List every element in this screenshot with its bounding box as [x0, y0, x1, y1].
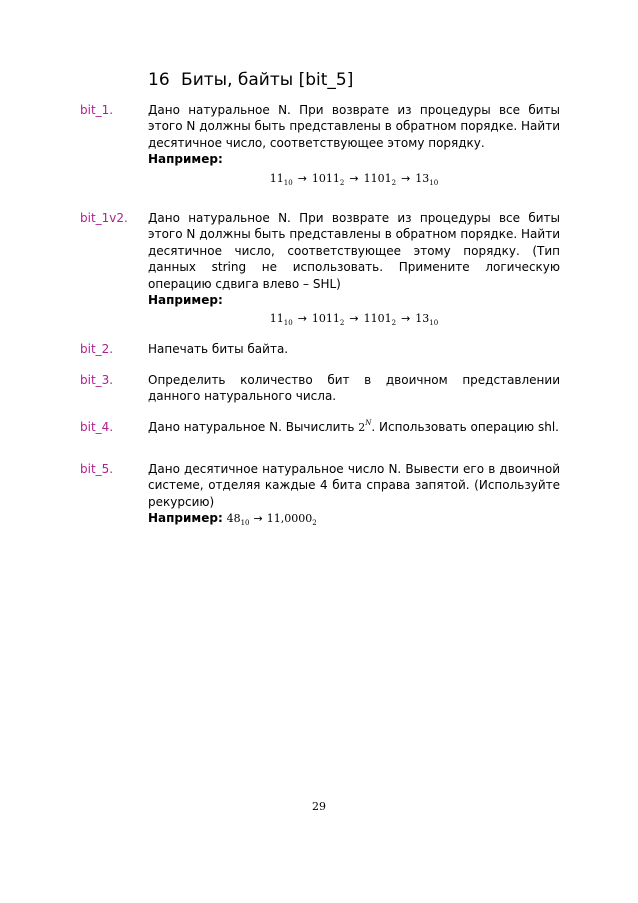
- exercise-label: bit_4.: [80, 420, 114, 434]
- example-formula: $48_{10} \to 11,0000_2$: [226, 512, 317, 528]
- exercise-body: [148, 372, 560, 405]
- exercise-text: Дано десятичное натуральное число N. Вывести его в двоичной системе, отделяя каждые 4 бита справа запятой. (Используйте рекурсию): [148, 462, 560, 509]
- exercise-text: Напечать биты байта.: [148, 342, 289, 356]
- example-formula: [148, 310, 560, 328]
- arrow-icon: →: [349, 312, 359, 326]
- arrow-icon: →: [297, 171, 307, 185]
- formula-term: $1101_2$: [363, 171, 397, 187]
- exercise-text: Дано натуральное N. Вычислить $2^N$. Использовать операцию shl.: [148, 419, 559, 434]
- exercise-body: [148, 102, 560, 188]
- formula-term: $13_{10}$: [415, 171, 439, 187]
- exercise-label: bit_1v2.: [80, 211, 128, 225]
- arrow-icon: →: [253, 512, 263, 526]
- arrow-icon: →: [401, 171, 411, 185]
- example-label: Например:: [148, 293, 223, 308]
- arrow-icon: →: [349, 171, 359, 185]
- page-number: 29: [312, 800, 326, 813]
- example-line: [148, 510, 560, 527]
- exercise-text: Определить количество бит в двоичном представлении данного натурального числа.: [148, 373, 560, 404]
- section-heading: [148, 70, 353, 90]
- exercise-label: bit_5.: [80, 462, 114, 476]
- exercise-body: [148, 419, 560, 436]
- exercise-text: Дано натуральное N. При возврате из процедуры все биты этого N должны быть представлены в обратном порядке. Найти десятичное число, соответствующее этому порядку.: [148, 103, 560, 150]
- section-number: 16: [148, 70, 170, 90]
- formula-term: $11_{10}$: [269, 312, 293, 328]
- exercise-text: Дано натуральное N. При возврате из процедуры все биты этого N должны быть представлены в обратном порядке. Найти десятичное число, соответствующее этому порядку. (Тип данных string не использовать. Примените логическую операцию сдвига влево – SHL): [148, 211, 560, 291]
- example-label: Например:: [148, 152, 223, 167]
- formula-term: $11_{10}$: [269, 171, 293, 187]
- formula-term: $1011_2$: [311, 312, 345, 328]
- example-label: Например:: [148, 511, 223, 526]
- formula-term: $1101_2$: [363, 312, 397, 328]
- section-title-text: Биты, байты [bit_5]: [181, 70, 354, 90]
- formula-term: $1011_2$: [311, 171, 345, 187]
- exercise-body: [148, 210, 560, 328]
- arrow-icon: →: [401, 312, 411, 326]
- exercise-body: [148, 461, 560, 528]
- arrow-icon: →: [297, 312, 307, 326]
- formula-term: $13_{10}$: [415, 312, 439, 328]
- exercise-body: [148, 341, 560, 357]
- exercise-label: bit_2.: [80, 342, 114, 356]
- exercise-label: bit_1.: [80, 103, 114, 117]
- example-formula: [148, 170, 560, 188]
- exercise-label: bit_3.: [80, 373, 114, 387]
- power-expression: $2^N$: [358, 419, 372, 434]
